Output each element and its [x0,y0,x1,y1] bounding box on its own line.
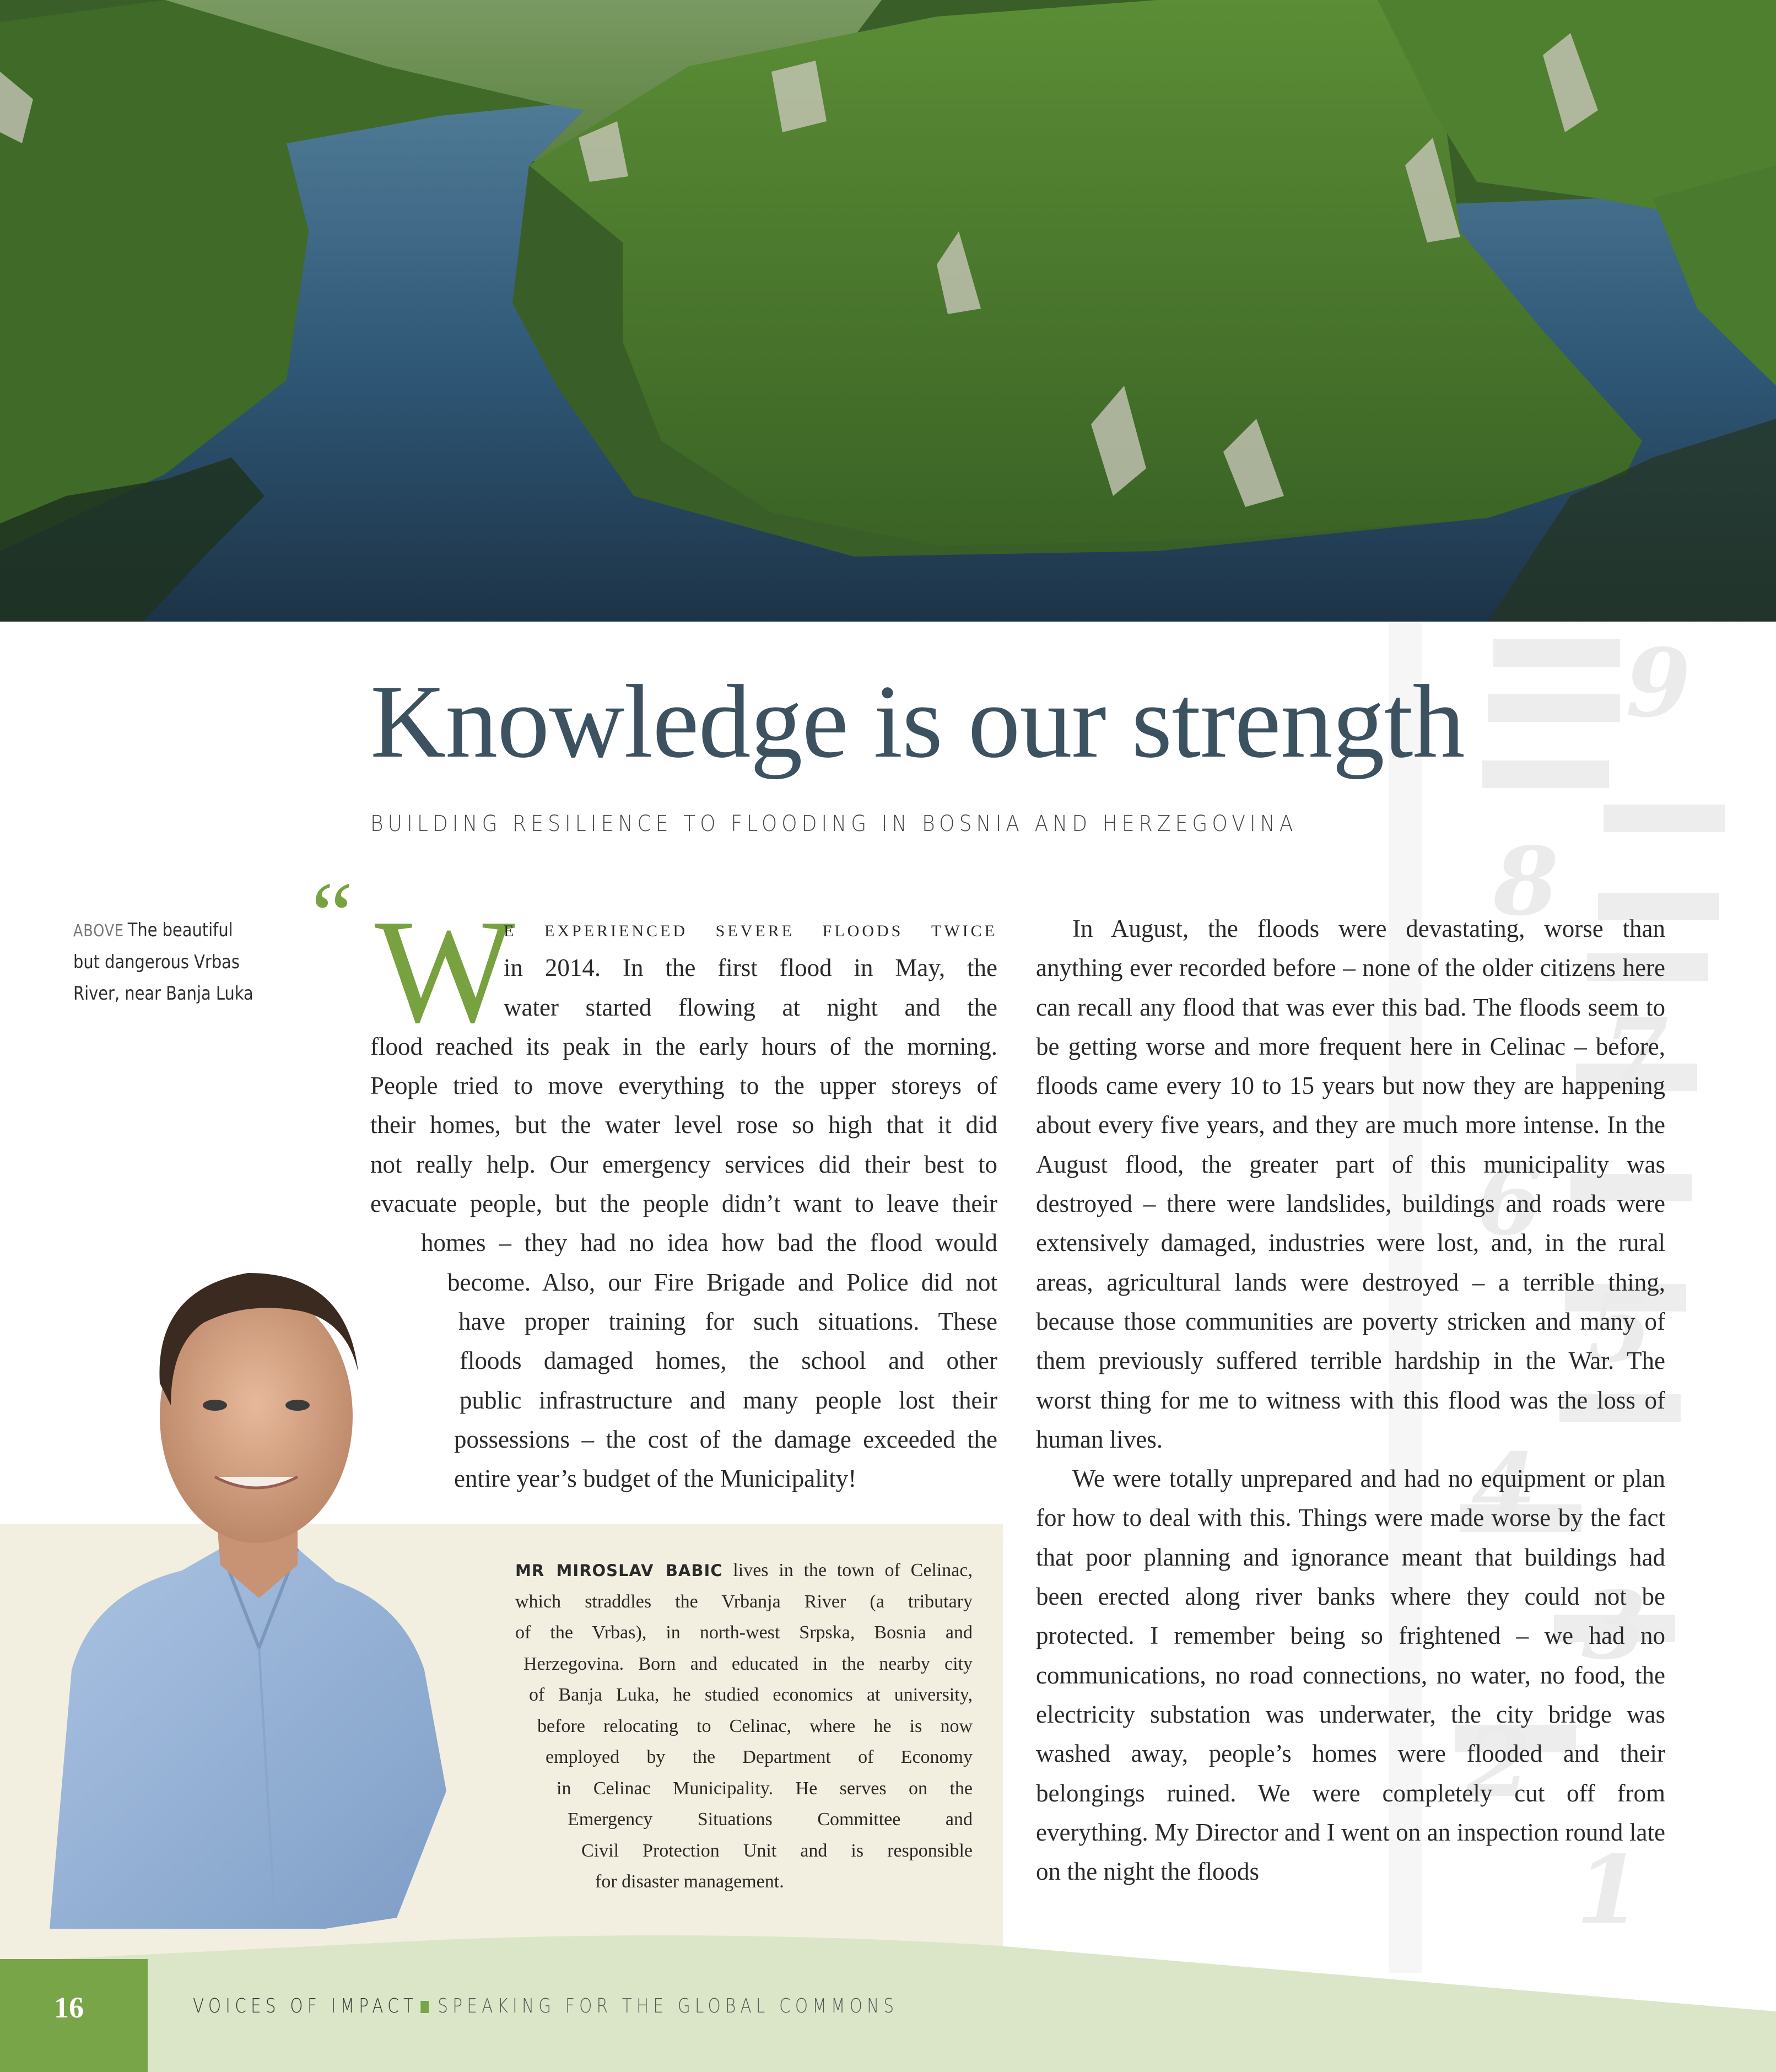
text-line: evacuate people, but the people didn’t want to leave their [370,1190,997,1218]
text-line: not really help. Our emergency services did their best to [370,1150,997,1178]
gauge-number: 8 [1493,827,1559,937]
text-line: of Banja Luka, he studied economics at university, [529,1685,973,1705]
text-line: entire year’s budget of the Municipality! [454,1465,857,1493]
text-line: lives in the town of Celinac, [722,1560,973,1580]
text-line: Emergency Situations Committee and [568,1809,973,1830]
text-line: before relocating to Celinac, where he is now [537,1715,973,1736]
caption-label: ABOVE [73,921,124,941]
article-title: Knowledge is our strength [370,664,1465,780]
text-line: Herzegovina. Born and educated in the nearby city [523,1653,973,1674]
publication-tagline: SPEAKING FOR THE GLOBAL COMMONS [438,1995,899,2017]
text-line: floods damaged homes, the school and other [460,1347,997,1375]
article-column-2 [1036,909,1665,1891]
gauge-number: 9 [1626,628,1691,738]
bio-name: MR MIROSLAV BABIC [515,1561,723,1580]
hero-photo [0,0,1776,622]
gauge-mark [1493,639,1620,667]
text-line: in 2014. In the first flood in May, the [504,954,997,982]
gauge-number: 6 [1477,1146,1542,1256]
gauge-number: 4 [1471,1433,1537,1543]
paragraph: We were totally unprepared and had no equipment or plan for how to deal with this. Things were made worse by the fact that poor planning and ignorance meant that buildings had been erected along river banks where they could not be protected. I remember being so frightened – we had no communications, no road connections, no water, no food, the electricity substation was underwater, the city bridge was washed away, people’s homes were flooded and their belongings ruined. We were completely cut off from everything. My Director and I went on an inspection round late on the night the floods [1036,1465,1665,1886]
caption-text: The beautiful but dangerous Vrbas River, near Banja Luka [73,919,253,1005]
text-line: have proper training for such situations. These [458,1307,997,1335]
drop-cap: W [375,889,515,1054]
publication-name: VOICES OF IMPACT [193,1995,418,2017]
separator-square-icon [420,2001,429,2013]
text-line: public infrastructure and many people lost their [460,1386,997,1414]
gauge-number: 3 [1581,1571,1647,1681]
text-line: of the Vrbas), in north-west Srpska, Bosnia and [515,1622,973,1643]
text-line: become. Also, our Fire Brigade and Police did not [447,1268,997,1296]
text-line: Civil Protection Unit and is responsible [581,1840,973,1861]
gauge-number: 2 [1466,1708,1531,1819]
text-line: e experienced severe floods twice [504,916,997,942]
text-line: People tried to move everything to the upper storeys of [370,1072,997,1100]
photo-caption [73,915,261,1010]
bio-text [515,1555,973,1898]
gauge-number: 5 [1587,1273,1653,1383]
page-number: 16 [54,1991,84,2024]
gauge-mark [1482,760,1609,788]
text-line: flood reached its peak in the early hours of the morning. [370,1032,997,1060]
running-footer [193,1995,898,2017]
text-line: water started flowing at night and the [504,993,997,1021]
text-line: homes – they had no idea how bad the flood would [421,1229,997,1257]
open-quote-mark: “ [311,863,353,967]
text-line: employed by the Department of Economy [546,1747,973,1767]
text-line: possessions – the cost of the damage exceeded the [454,1425,997,1453]
river-landscape-illustration [0,0,1776,622]
text-line: which straddles the Vrbanja River (a tributary [515,1591,973,1612]
article-column-1 [370,909,997,1498]
paragraph: In August, the floods were devastating, worse than anything ever recorded before – none of the older citizens here can recall any flood that was ever this bad. The floods seem to be getting worse and more frequent here in Celinac – before, floods came every 10 to 15 years but now they are happening about every five years, and they are much more intense. In the August flood, the greater part of this municipality was destroyed – there were landslides, buildings and roads were extensively damaged, industries were lost, and, in the rural areas, agricultural lands were destroyed – a terrible thing, because those communities are poverty stricken and many of them previously suffered terrible hardship in the War. The worst thing for me to witness with this flood was the loss of human lives. [1036,915,1665,1453]
text-line: in Celinac Municipality. He serves on the [557,1778,973,1799]
text-line: for disaster management. [595,1871,784,1892]
gauge-number: 1 [1576,1835,1642,1945]
article-subtitle: BUILDING RESILIENCE TO FLOODING IN BOSNIA AND HERZEGOVINA [370,811,1298,837]
gauge-mark [1604,805,1725,832]
gauge-number: 7 [1604,997,1669,1108]
text-line: their homes, but the water level rose so high that it did [370,1111,997,1139]
gauge-mark [1488,694,1620,722]
